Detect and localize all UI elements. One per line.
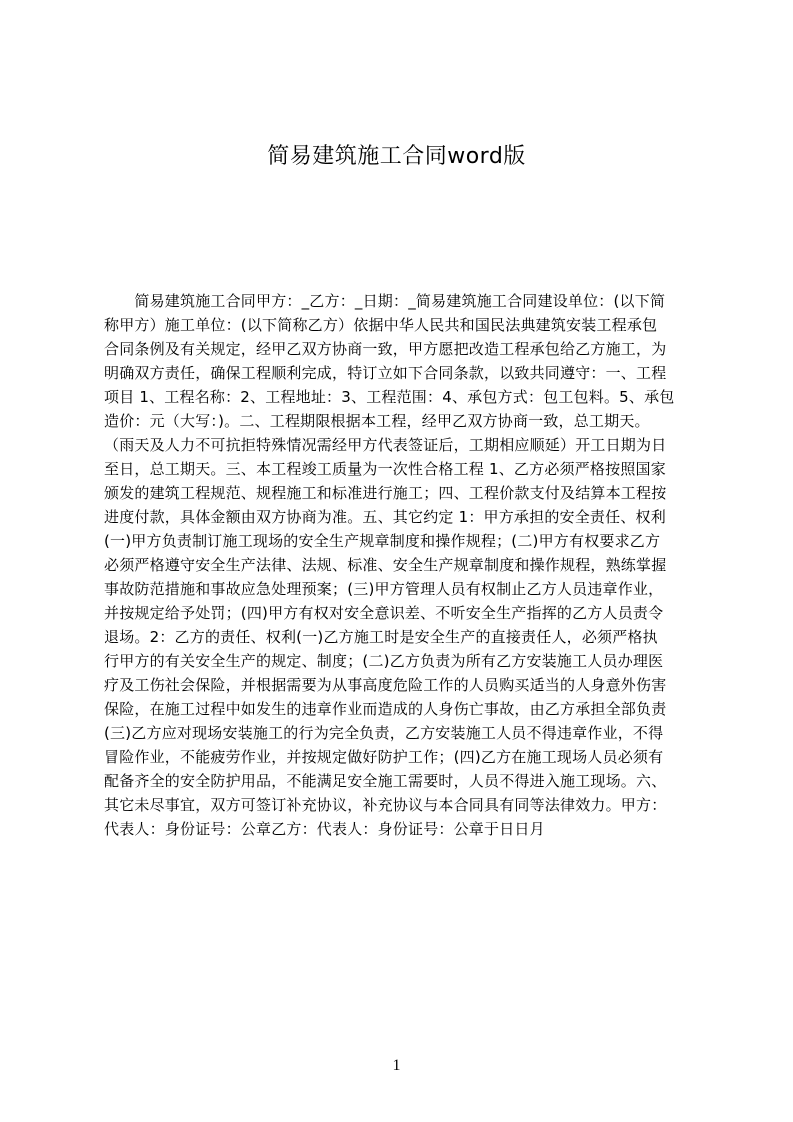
contract-body [104, 289, 700, 841]
body-line: 冒险作业，不能疲劳作业，并按规定做好防护工作；(四)乙方在施工现场人员必须有 [104, 748, 664, 766]
body-line: 行甲方的有关安全生产的规定、制度；(二)乙方负责为所有乙方安装施工人员办理医 [104, 652, 664, 670]
body-line: 其它未尽事宜，双方可签订补充协议，补充协议与本合同具有同等法律效力。甲方： [104, 796, 667, 814]
body-line: 代表人：身份证号：公章乙方：代表人：身份证号：公章于日日月 [104, 820, 545, 838]
body-line: 并按规定给予处罚；(四)甲方有权对安全意识差、不听安全生产指挥的乙方人员责令 [104, 604, 664, 622]
body-line: 明确双方责任，确保工程顺利完成，特订立如下合同条款，以致共同遵守：一、工程 [104, 364, 667, 382]
body-line: （雨天及人力不可抗拒特殊情况需经甲方代表签证后，工期相应顺延）开工日期为日 [104, 436, 667, 454]
body-line: (三)乙方应对现场安装施工的行为完全负责，乙方安装施工人员不得违章作业，不得 [104, 724, 664, 742]
body-line: 疗及工伤社会保险，并根据需要为从事高度危险工作的人员购买适当的人身意外伤害 [104, 676, 667, 694]
body-line: 配备齐全的安全防护用品，不能满足安全施工需要时，人员不得进入施工现场。六、 [104, 772, 667, 790]
body-line: 至日，总工期天。三、本工程竣工质量为一次性合格工程 1、乙方必须严格按照国家 [104, 460, 666, 478]
body-line: 事故防范措施和事故应急处理预案；(三)甲方管理人员有权制止乙方人员违章作业， [104, 580, 664, 598]
body-line: 造价：元（大写：)。二、工程期限根据本工程，经甲乙双方协商一致，总工期天。 [104, 412, 650, 430]
body-line: 颁发的建筑工程规范、规程施工和标准进行施工；四、工程价款支付及结算本工程按 [104, 484, 667, 502]
document-title: 简易建筑施工合同word版 [267, 144, 526, 169]
body-line: 简易建筑施工合同甲方：_乙方：_日期：_简易建筑施工合同建设单位：(以下简 [104, 292, 666, 310]
body-line: 退场。2：乙方的责任、权利(一)乙方施工时是安全生产的直接责任人，必须严格执 [104, 628, 658, 646]
body-line: 保险，在施工过程中如发生的违章作业而造成的人身伤亡事故，由乙方承担全部负责 [104, 700, 667, 718]
body-line: 合同条例及有关规定，经甲乙双方协商一致，甲方愿把改造工程承包给乙方施工，为 [104, 340, 667, 358]
body-line: (一)甲方负责制订施工现场的安全生产规章制度和操作规程；(二)甲方有权要求乙方 [104, 532, 661, 550]
body-line: 进度付款，具体金额由双方协商为准。五、其它约定 1：甲方承担的安全责任、权利 [104, 508, 666, 526]
body-line: 称甲方）施工单位：(以下简称乙方）依据中华人民共和国民法典建筑安装工程承包 [104, 316, 658, 334]
body-line: 项目 1、工程名称：2、工程地址：3、工程范围：4、承包方式：包工包料。5、承包 [104, 388, 675, 406]
body-line: 必须严格遵守安全生产法律、法规、标准、安全生产规章制度和操作规程，熟练掌握 [104, 556, 667, 574]
page-number: 1 [392, 1057, 401, 1074]
